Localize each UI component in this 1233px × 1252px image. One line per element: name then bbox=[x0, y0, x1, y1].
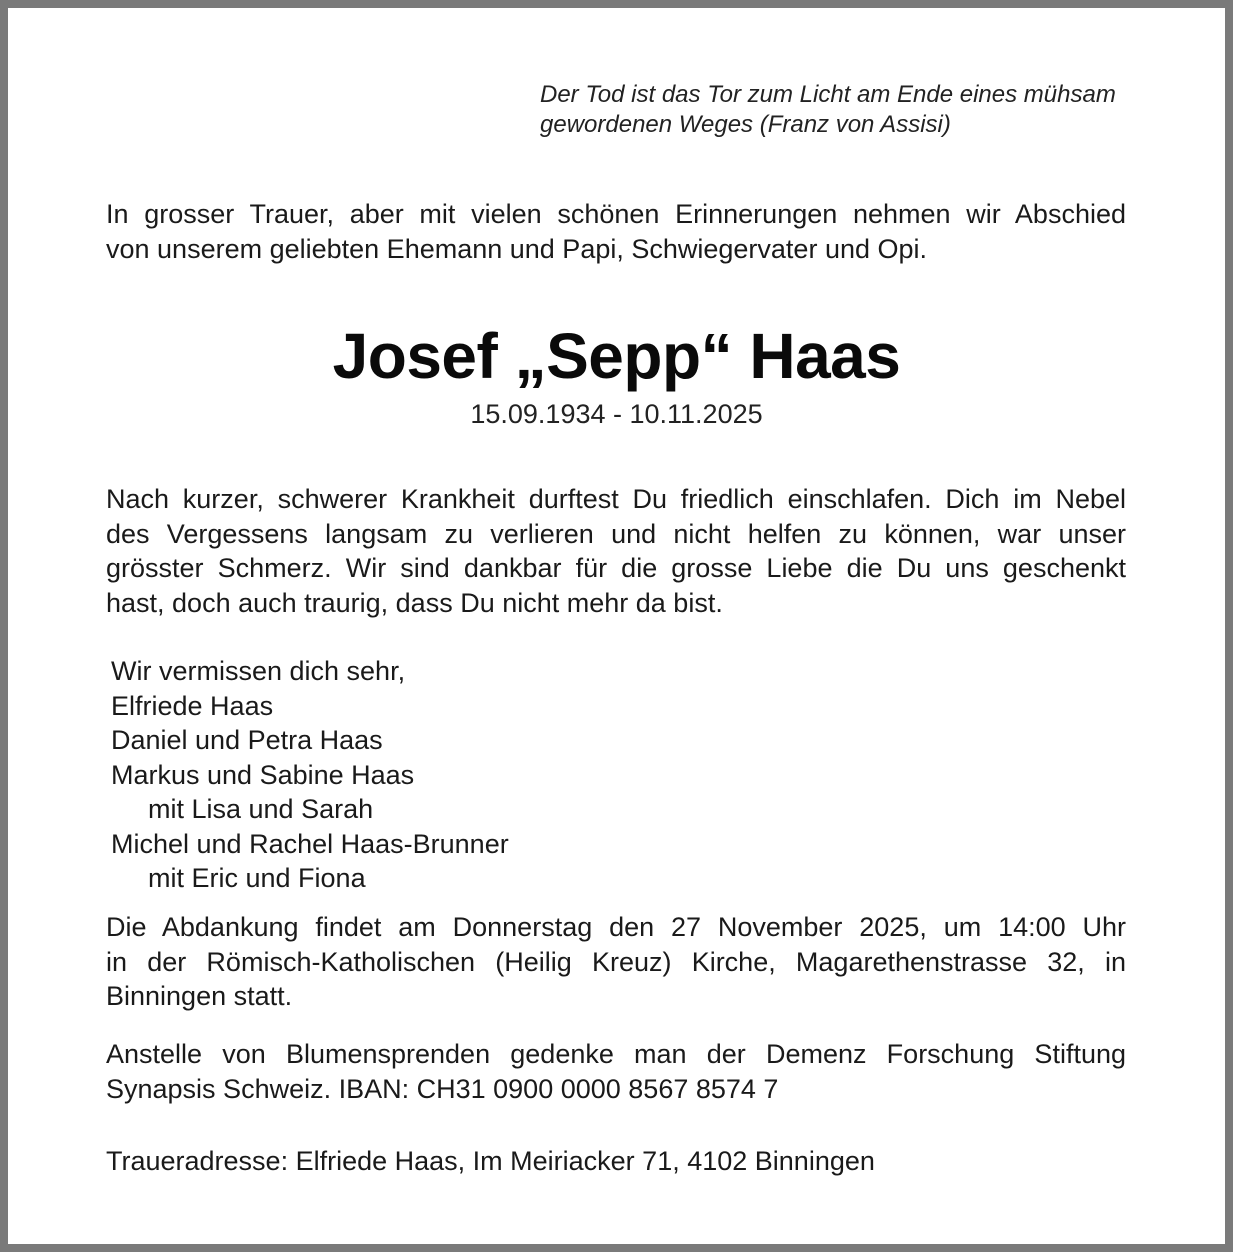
service-line: Binningen statt. bbox=[106, 981, 293, 1011]
message-line: des Vergessens langsam zu verlieren und nicht helfen zu können, war unser bbox=[106, 518, 1126, 549]
service-line: in der Römisch-Katholischen (Heilig Kreuz) Kirche, Magarethenstrasse 32, in bbox=[106, 946, 1126, 977]
intro-line: In grosser Trauer, aber mit vielen schönen Erinnerungen nehmen wir Abschied bbox=[106, 199, 1126, 229]
mourning-address-text: Traueradresse: Elfriede Haas, Im Meiriacker 71, 4102 Binningen bbox=[106, 1146, 875, 1176]
mourning-address bbox=[106, 1144, 1126, 1179]
motto-line: gewordenen Weges (Franz von Assisi) bbox=[540, 111, 951, 138]
intro-line: von unserem geliebten Ehemann und Papi, Schwiegervater und Opi. bbox=[106, 233, 928, 264]
life-dates: 15.09.1934 - 10.11.2025 bbox=[470, 399, 763, 429]
deceased-name: Josef „Sepp“ Haas bbox=[332, 320, 901, 392]
service-line: Die Abdankung findet am Donnerstag den 27 November 2025, um 14:00 Uhr bbox=[106, 912, 1126, 942]
message-line: hast, doch auch traurig, dass Du nicht mehr da bist. bbox=[106, 587, 723, 618]
donation-line: Synapsis Schweiz. IBAN: CH31 0900 0000 8567 8574 7 bbox=[106, 1073, 779, 1104]
signer-name: Michel und Rachel Haas-Brunner bbox=[111, 828, 509, 859]
service-paragraph bbox=[106, 910, 1126, 1014]
message-paragraph bbox=[106, 482, 1126, 620]
intro-paragraph bbox=[106, 197, 1126, 266]
donation-line: Anstelle von Blumensprenden gedenke man der Demenz Forschung Stiftung bbox=[106, 1039, 1126, 1069]
signers-list bbox=[111, 654, 811, 896]
signer-children: mit Eric und Fiona bbox=[148, 863, 366, 893]
signers-greeting: Wir vermissen dich sehr, bbox=[111, 656, 406, 686]
motto-line: Der Tod ist das Tor zum Licht am Ende eines mühsam bbox=[540, 81, 1116, 108]
signer-name: Daniel und Petra Haas bbox=[111, 725, 383, 755]
signer-name: Markus und Sabine Haas bbox=[111, 759, 415, 790]
signer-children: mit Lisa und Sarah bbox=[148, 794, 374, 824]
message-line: grösster Schmerz. Wir sind dankbar für die grosse Liebe die Du uns geschenkt bbox=[106, 553, 1126, 583]
motto-quote bbox=[540, 80, 1140, 140]
signer-name: Elfriede Haas bbox=[111, 690, 274, 721]
message-line: Nach kurzer, schwerer Krankheit durftest Du friedlich einschlafen. Dich im Nebel bbox=[106, 484, 1126, 514]
donation-paragraph bbox=[106, 1037, 1126, 1106]
